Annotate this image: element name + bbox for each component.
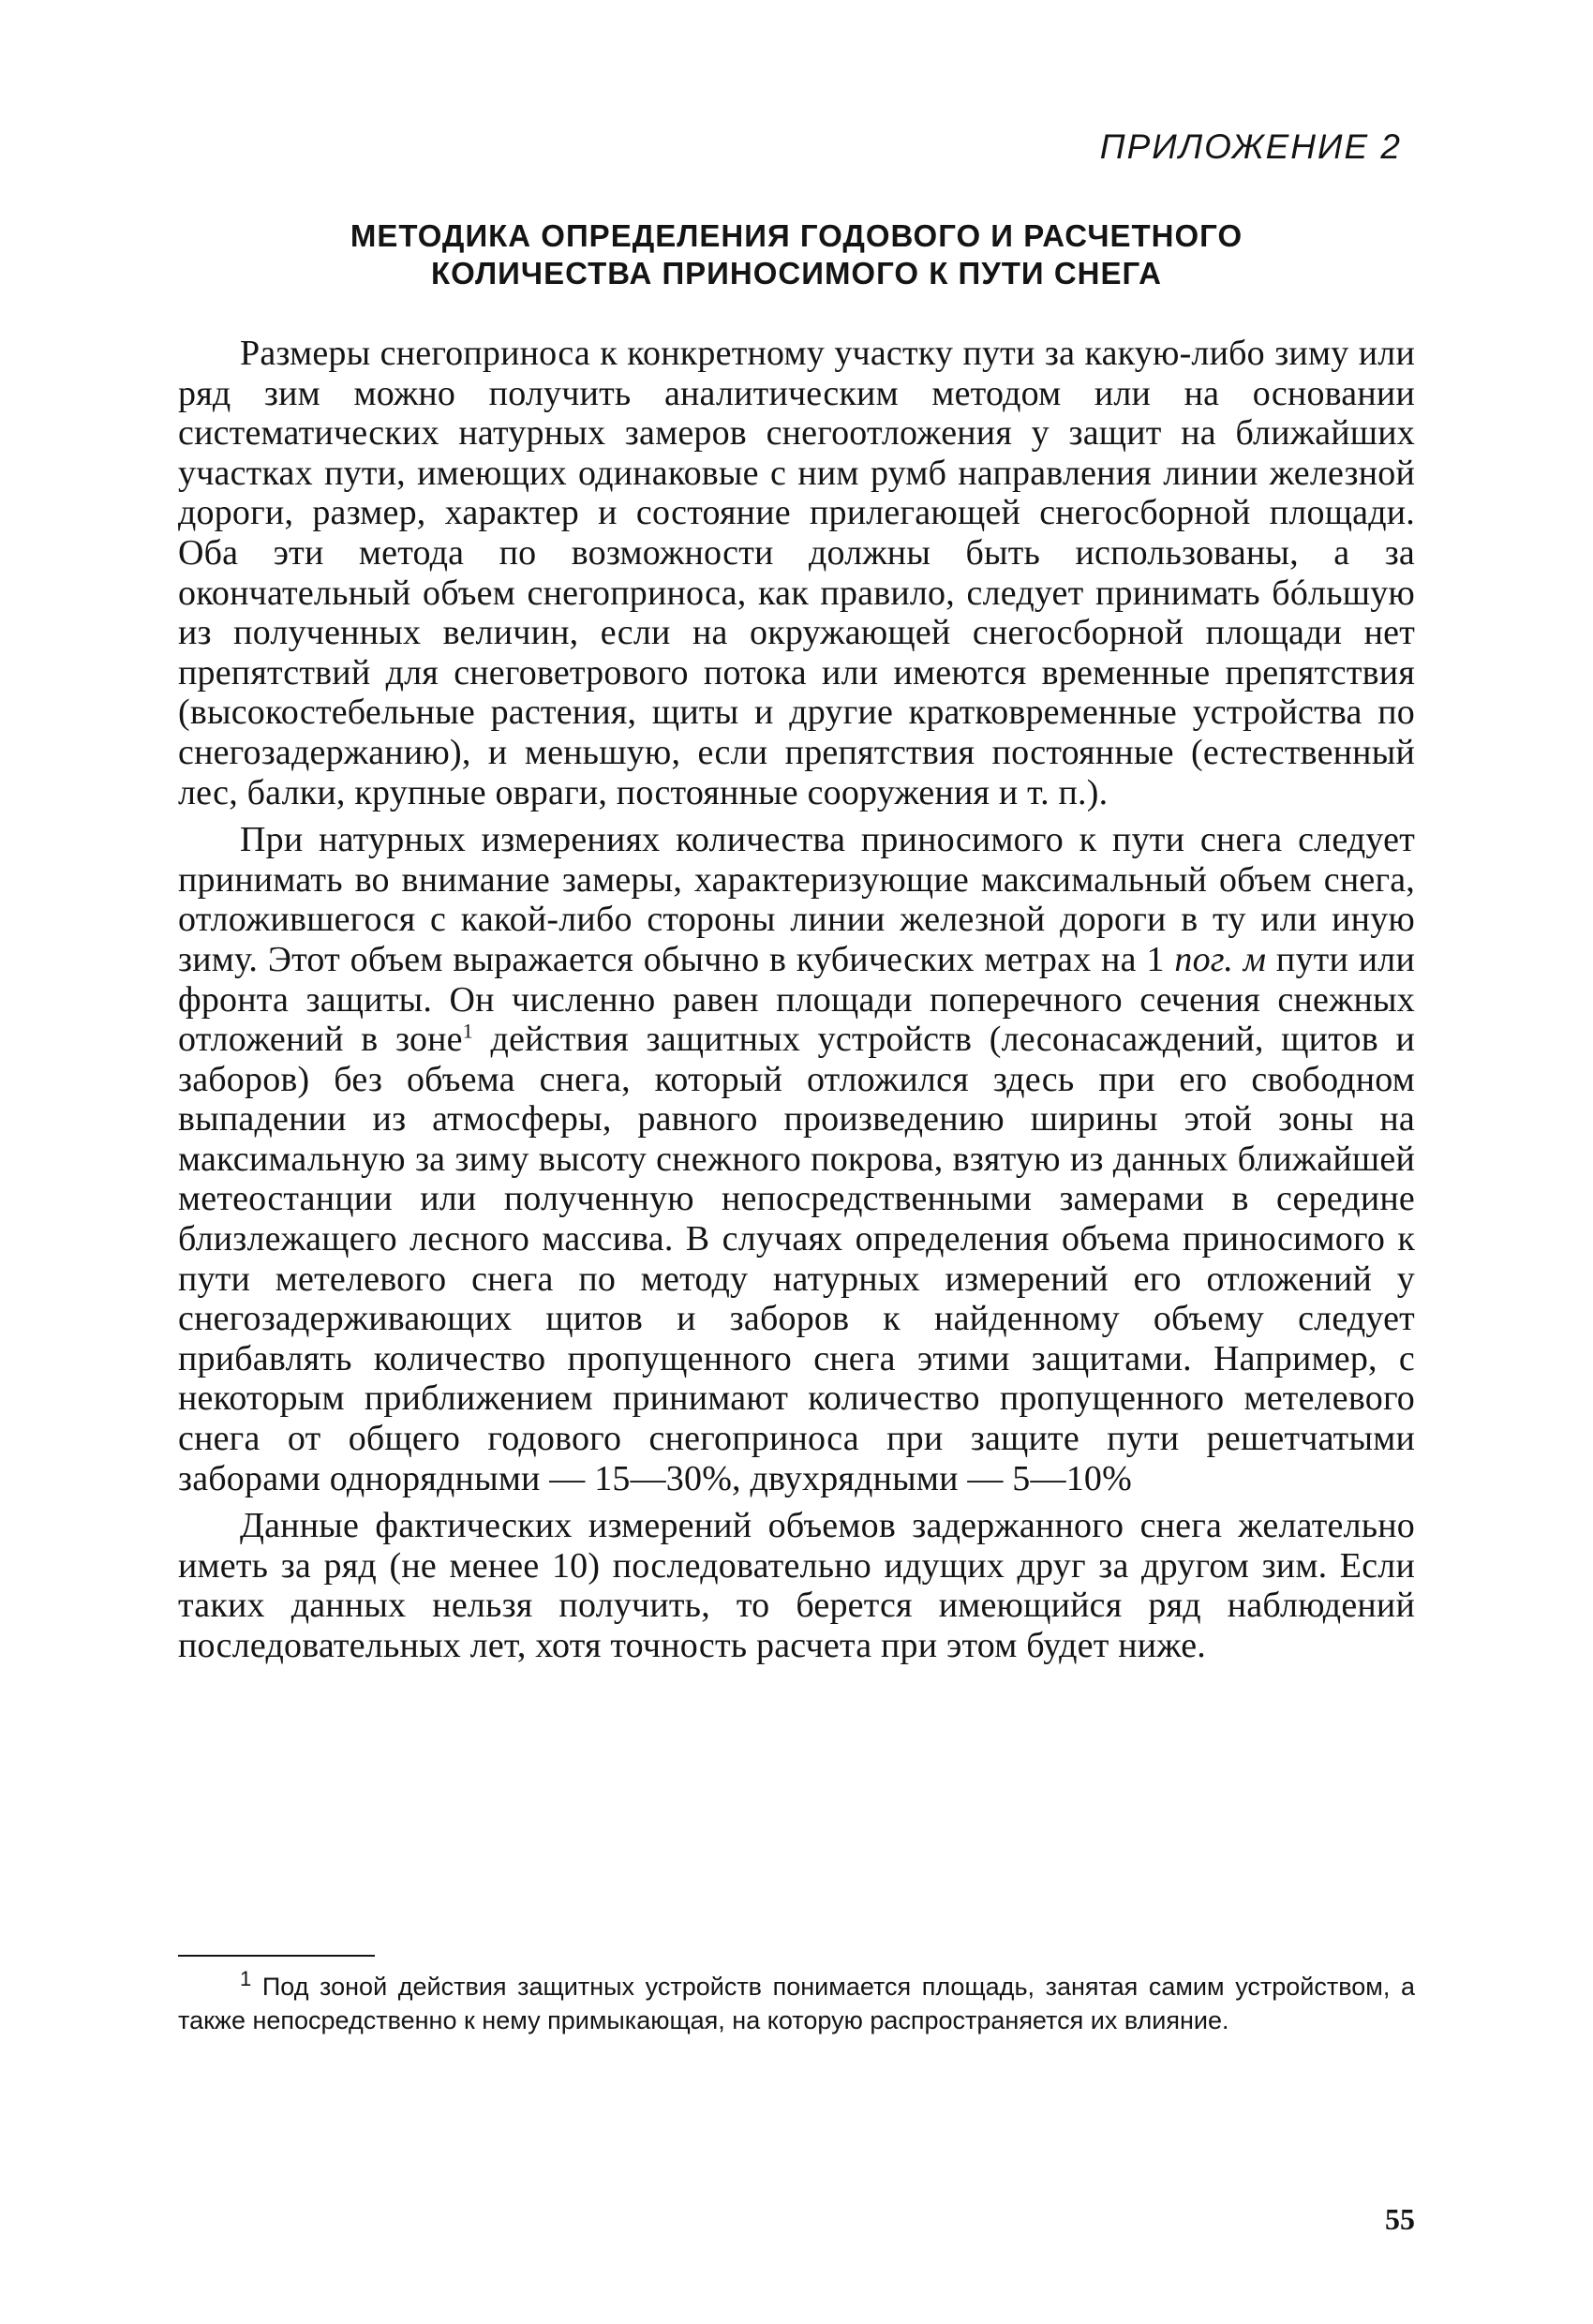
paragraph-2-text-a: При натурных измерениях количества приносимого к пути снега следует принимать во внимание замеры, характеризующие максимальный объем снега, отложившегося с какой-либо стороны линии железной дороги в ту или иную зиму. Этот объем выражается обычно в кубических метрах на 1	[178, 820, 1415, 979]
unit-running-meter: пог. м	[1174, 939, 1267, 979]
page-title	[178, 217, 1415, 292]
footnote-text: Под зоной действия защитных устройств понимается площадь, занятая самим устройством, а также непосредственно к нему примыкающая, на которую распространяется их влияние.	[178, 1973, 1415, 2034]
page-number: 55	[1385, 2202, 1415, 2236]
footnote-mark: 1	[240, 1967, 252, 1990]
footnote-divider	[178, 1955, 375, 1957]
paragraph-1: Размеры снегоприноса к конкретному участку пути за какую-либо зиму или ряд зим можно получить аналитическим методом или на основании систематических натурных замеров снегоотложения у защит на ближайших участках пути, имеющих одинаковые с ним румб направления линии железной дороги, размер, характер и состояние прилегающей снегосборной площади. Оба эти метода по возможности должны быть использованы, а за окончательный объем снегоприноса, как правило, следует принимать бóльшую из полученных величин, если на окружающей снегосборной площади нет препятствий для снеговетрового потока или имеются временные препятствия (высокостебельные растения, щиты и другие кратковременные устройства по снегозадержанию), и меньшую, если препятствия постоянные (естественный лес, балки, крупные овраги, постоянные сооружения и т. п.).	[178, 334, 1415, 812]
paragraph-2-text-b: пути или фронта защиты. Он численно равен площади поперечного сечения снежных отложений в зоне	[178, 939, 1415, 1060]
paragraph-2	[178, 820, 1415, 1498]
body-text	[178, 334, 1415, 1666]
page-title-line-2: КОЛИЧЕСТВА ПРИНОСИМОГО К ПУТИ СНЕГА	[431, 256, 1162, 290]
footnote-reference: 1	[462, 1019, 473, 1043]
page-title-line-1: МЕТОДИКА ОПРЕДЕЛЕНИЯ ГОДОВОГО И РАСЧЕТНОГО	[350, 218, 1243, 253]
footnote	[178, 1967, 1415, 2037]
paragraph-3: Данные фактических измерений объемов задержанного снега желательно иметь за ряд (не менее 10) последовательно идущих друг за другом зим. Если таких данных нельзя получить, то берется имеющийся ряд наблюдений последовательных лет, хотя точность расчета при этом будет ниже.	[178, 1506, 1415, 1665]
appendix-label: ПРИЛОЖЕНИЕ 2	[1099, 127, 1402, 166]
paragraph-2-text-c: действия защитных устройств (лесонасаждений, щитов и заборов) без объема снега, который отложился здесь при его свободном выпадении из атмосферы, равного произведению ширины этой зоны на максимальную за зиму высоту снежного покрова, взятую из данных ближайшей метеостанции или полученную непосредственными замерами в середине близлежащего лесного массива. В случаях определения объема приносимого к пути метелевого снега по методу натурных измерений его отложений у снегозадерживающих щитов и заборов к найденному объему следует прибавлять количество пропущенного снега этими защитами. Например, с некоторым приближением принимают количество пропущенного метелевого снега от общего годового снегоприноса при защите пути решетчатыми заборами однорядными — 15—30%, двухрядными — 5—10%	[178, 1020, 1416, 1498]
